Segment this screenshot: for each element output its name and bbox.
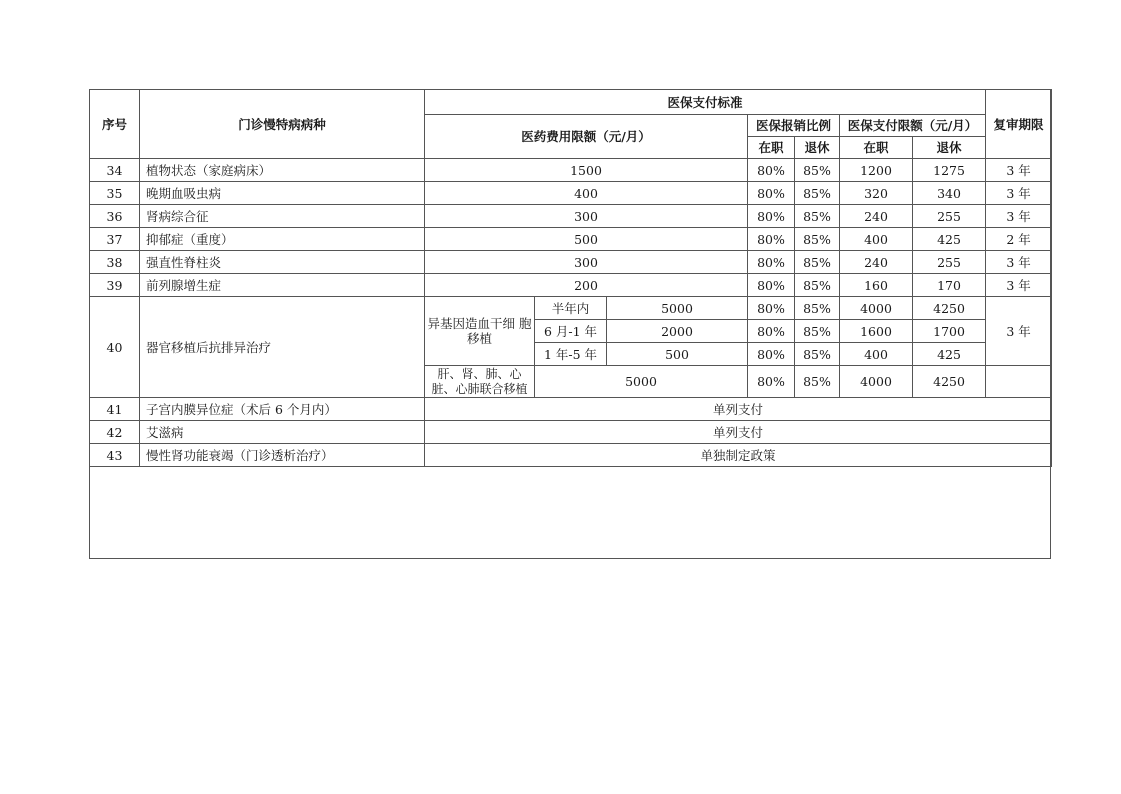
row-seq: 43	[90, 444, 140, 467]
row-pay-working: 1200	[840, 159, 913, 182]
row-seq: 35	[90, 182, 140, 205]
row-pay-working: 240	[840, 205, 913, 228]
row-ratio-working: 80%	[748, 182, 795, 205]
row-note: 单列支付	[425, 421, 1052, 444]
row-pay-working: 4000	[840, 366, 913, 398]
header-disease: 门诊慢特病病种	[140, 90, 425, 159]
row-review: 3 年	[986, 205, 1052, 228]
table-row	[90, 205, 1052, 228]
header-ratio-working: 在职	[748, 137, 795, 159]
period-cell: 6 月-1 年	[535, 320, 607, 343]
row-ratio-retired: 85%	[795, 182, 840, 205]
row-pay-working: 1600	[840, 320, 913, 343]
header-pay-retired: 退休	[913, 137, 986, 159]
header-ratio-retired: 退休	[795, 137, 840, 159]
row-ratio-working: 80%	[748, 366, 795, 398]
period-cell: 半年内	[535, 297, 607, 320]
row-ratio-working: 80%	[748, 205, 795, 228]
row-disease: 植物状态（家庭病床）	[140, 159, 425, 182]
row-pay-retired: 255	[913, 205, 986, 228]
row-ratio-retired: 85%	[795, 343, 840, 366]
row-ratio-retired: 85%	[795, 251, 840, 274]
row-pay-retired: 340	[913, 182, 986, 205]
row-note: 单独制定政策	[425, 444, 1052, 467]
row-ratio-retired: 85%	[795, 159, 840, 182]
header-pay-working: 在职	[840, 137, 913, 159]
row-ratio-working: 80%	[748, 320, 795, 343]
row-ratio-working: 80%	[748, 343, 795, 366]
table-row	[90, 251, 1052, 274]
row-disease: 子宫内膜异位症（术后 6 个月内）	[140, 398, 425, 421]
table-row	[90, 398, 1052, 421]
row-ratio-working: 80%	[748, 274, 795, 297]
row-ratio-retired: 85%	[795, 320, 840, 343]
reimbursement-table	[89, 89, 1052, 467]
row-seq: 34	[90, 159, 140, 182]
row-ratio-working: 80%	[748, 297, 795, 320]
row-review: 3 年	[986, 251, 1052, 274]
row-cost: 2000	[607, 320, 748, 343]
row-cost: 5000	[535, 366, 748, 398]
row-seq: 42	[90, 421, 140, 444]
table-row	[90, 159, 1052, 182]
header-cost-limit: 医药费用限额（元/月）	[425, 115, 748, 159]
table-row	[90, 182, 1052, 205]
row-ratio-working: 80%	[748, 251, 795, 274]
row-disease: 前列腺增生症	[140, 274, 425, 297]
row-pay-working: 400	[840, 228, 913, 251]
stem-cell-label: 异基因造血干细 胞移植	[425, 297, 535, 366]
row-seq: 36	[90, 205, 140, 228]
header-ratio: 医保报销比例	[748, 115, 840, 137]
row-pay-working: 320	[840, 182, 913, 205]
row-review: 3 年	[986, 297, 1052, 366]
row-ratio-retired: 85%	[795, 205, 840, 228]
row-pay-retired: 425	[913, 343, 986, 366]
row-seq: 41	[90, 398, 140, 421]
header-seq: 序号	[90, 90, 140, 159]
row-disease: 肾病综合征	[140, 205, 425, 228]
row-pay-working: 160	[840, 274, 913, 297]
row-ratio-retired: 85%	[795, 366, 840, 398]
row-ratio-retired: 85%	[795, 228, 840, 251]
row-pay-working: 240	[840, 251, 913, 274]
row-seq: 39	[90, 274, 140, 297]
row-review: 3 年	[986, 182, 1052, 205]
row-pay-retired: 255	[913, 251, 986, 274]
row-disease: 强直性脊柱炎	[140, 251, 425, 274]
row-disease: 慢性肾功能衰竭（门诊透析治疗）	[140, 444, 425, 467]
row-cost: 200	[425, 274, 748, 297]
header-standard: 医保支付标准	[425, 90, 986, 115]
row-seq: 37	[90, 228, 140, 251]
row-pay-retired: 425	[913, 228, 986, 251]
row-cost: 300	[425, 251, 748, 274]
table-row	[90, 444, 1052, 467]
row-ratio-retired: 85%	[795, 297, 840, 320]
row-cost: 400	[425, 182, 748, 205]
table-row	[90, 297, 1052, 320]
row-pay-working: 4000	[840, 297, 913, 320]
table-row	[90, 421, 1052, 444]
row-review: 3 年	[986, 159, 1052, 182]
header-review: 复审期限	[986, 90, 1052, 159]
row-pay-retired: 1275	[913, 159, 986, 182]
row-cost: 500	[425, 228, 748, 251]
row-ratio-working: 80%	[748, 159, 795, 182]
row-review: 2 年	[986, 228, 1052, 251]
row-disease: 晚期血吸虫病	[140, 182, 425, 205]
period-cell: 1 年-5 年	[535, 343, 607, 366]
row-cost: 300	[425, 205, 748, 228]
row-disease: 抑郁症（重度）	[140, 228, 425, 251]
row-ratio-working: 80%	[748, 228, 795, 251]
row-note: 单列支付	[425, 398, 1052, 421]
organ-label: 肝、肾、肺、心脏、心肺联合移植	[425, 366, 535, 398]
row-cost: 500	[607, 343, 748, 366]
row-pay-working: 400	[840, 343, 913, 366]
row-pay-retired: 170	[913, 274, 986, 297]
header-pay-limit: 医保支付限额（元/月）	[840, 115, 986, 137]
row-cost: 5000	[607, 297, 748, 320]
table-row	[90, 274, 1052, 297]
row-pay-retired: 4250	[913, 297, 986, 320]
row-cost: 1500	[425, 159, 748, 182]
row-ratio-retired: 85%	[795, 274, 840, 297]
row-pay-retired: 1700	[913, 320, 986, 343]
table-row	[90, 228, 1052, 251]
row-review-empty	[986, 366, 1052, 398]
row-review: 3 年	[986, 274, 1052, 297]
row-disease: 艾滋病	[140, 421, 425, 444]
row-seq: 40	[90, 297, 140, 398]
row-disease: 器官移植后抗排异治疗	[140, 297, 425, 398]
row-pay-retired: 4250	[913, 366, 986, 398]
row-seq: 38	[90, 251, 140, 274]
